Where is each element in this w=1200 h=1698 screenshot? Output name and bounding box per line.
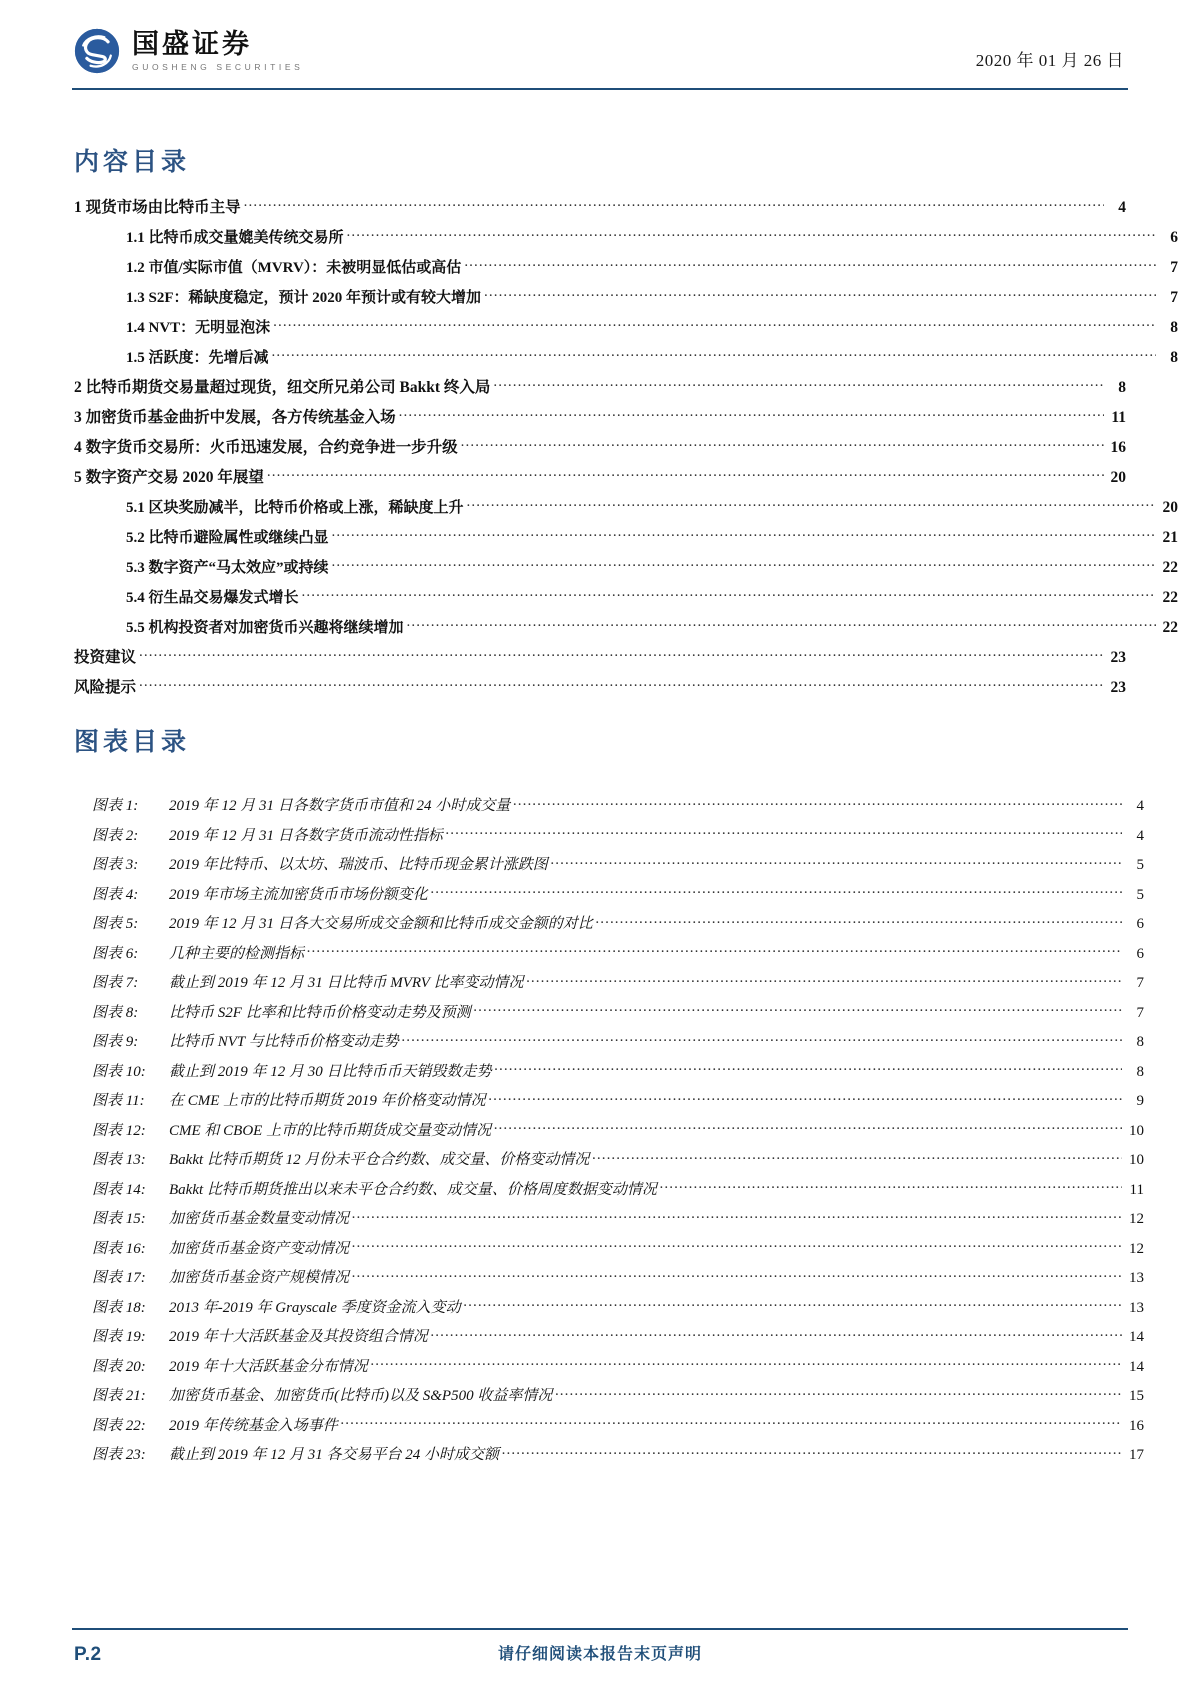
toc-leader-dots: [464, 256, 1156, 272]
figure-entry-label: 2019 年 12 月 31 日各数字货币市值和 24 小时成交量: [169, 798, 511, 814]
figure-leader-dots: [513, 795, 1122, 810]
figure-entry-page: 14: [1129, 1329, 1144, 1345]
figure-entry-number: 图表 21:: [92, 1388, 146, 1404]
toc-entry[interactable]: [74, 286, 1178, 316]
toc-entry-page: 8: [1118, 378, 1126, 396]
figure-entry[interactable]: [74, 943, 1144, 973]
figure-entry[interactable]: [74, 1061, 1144, 1091]
toc-entry-label: 风险提示: [74, 678, 137, 696]
figure-entry-number: 图表 16:: [92, 1240, 146, 1257]
toc-entry-page: 8: [1170, 348, 1178, 366]
figure-entry-page: 13: [1129, 1299, 1144, 1316]
figure-entry-label: 截止到 2019 年 12 月 31 各交易平台 24 小时成交额: [169, 1447, 500, 1463]
toc-entry-page: 7: [1170, 258, 1178, 276]
figure-entry-number: 图表 22:: [92, 1417, 146, 1434]
toc-entry-label: 4 数字货币交易所：火币迅速发展，合约竞争进一步升级: [74, 438, 458, 456]
figure-entry-label: 加密货币基金数量变动情况: [169, 1211, 350, 1227]
figure-entry[interactable]: [74, 1179, 1144, 1209]
figure-entry-label: 加密货币基金、加密货币(比特币)以及 S&P500 收益率情况: [169, 1388, 553, 1404]
toc-entry-label: 5.1 区块奖励减半，比特币价格或上涨，稀缺度上升: [126, 499, 464, 516]
figure-entry-page: 10: [1129, 1122, 1144, 1139]
toc-entry[interactable]: [74, 346, 1178, 376]
toc-entry-page: 20: [1110, 468, 1126, 486]
figure-entry-page: 4: [1136, 827, 1144, 844]
figure-entry-page: 5: [1136, 886, 1144, 903]
toc-entry[interactable]: [74, 586, 1178, 616]
figure-entry[interactable]: [74, 1149, 1144, 1179]
figure-entry-page: 6: [1136, 916, 1144, 932]
figure-entry[interactable]: [74, 1444, 1144, 1474]
figure-entry[interactable]: [74, 1385, 1144, 1415]
toc-entry[interactable]: [74, 226, 1178, 256]
figure-leader-dots: [526, 972, 1122, 987]
toc-leader-dots: [302, 586, 1156, 602]
toc-leader-dots: [484, 286, 1156, 302]
toc-entry[interactable]: [74, 196, 1126, 226]
figure-entry[interactable]: [74, 972, 1144, 1002]
guosheng-swirl-logo-icon: [74, 28, 120, 74]
figure-entry-number: 图表 12:: [92, 1122, 146, 1139]
toc-entry[interactable]: [74, 256, 1178, 286]
figure-leader-dots: [551, 854, 1122, 869]
figure-entry-page: 17: [1129, 1447, 1144, 1463]
figure-entry-number: 图表 13:: [92, 1152, 146, 1168]
figure-entry-label: Bakkt 比特币期货 12 月份未平仓合约数、成交量、价格变动情况: [169, 1152, 590, 1168]
toc-entry-label: 2 比特币期货交易量超过现货，纽交所兄弟公司 Bakkt 终入局: [74, 378, 491, 396]
toc-leader-dots: [461, 436, 1104, 452]
toc-entry[interactable]: [74, 676, 1126, 706]
figure-entry[interactable]: [74, 1031, 1144, 1061]
figure-leader-dots: [341, 1415, 1122, 1430]
figure-entry-number: 图表 3:: [92, 857, 139, 873]
figure-directory-list: [74, 795, 1144, 1474]
toc-leader-dots: [267, 466, 1104, 482]
figure-entry-number: 图表 14:: [92, 1181, 146, 1198]
toc-entry-page: 23: [1110, 648, 1126, 666]
figure-entry-page: 13: [1129, 1270, 1144, 1286]
toc-entry-label: 1.4 NVT：无明显泡沫: [126, 319, 271, 336]
figure-entry-page: 14: [1129, 1358, 1144, 1375]
figure-leader-dots: [352, 1208, 1122, 1223]
figure-directory-title: 图表目录: [74, 729, 191, 756]
figure-entry[interactable]: [74, 825, 1144, 855]
toc-entry-page: 4: [1118, 198, 1126, 216]
figure-entry[interactable]: [74, 1208, 1144, 1238]
figure-leader-dots: [494, 1120, 1122, 1135]
toc-entry-label: 1 现货市场由比特币主导: [74, 198, 241, 216]
toc-entry-page: 6: [1170, 228, 1178, 246]
figure-entry-label: 2019 年比特币、以太坊、瑞波币、比特币现金累计涨跌图: [169, 857, 548, 873]
figure-entry-page: 7: [1136, 975, 1144, 991]
toc-entry-label: 5.4 衍生品交易爆发式增长: [126, 589, 299, 606]
toc-entry-page: 22: [1162, 588, 1178, 606]
toc-entry[interactable]: [74, 316, 1178, 346]
figure-leader-dots: [371, 1356, 1122, 1371]
figure-entry-number: 图表 1:: [92, 798, 139, 814]
figure-entry-number: 图表 11:: [92, 1093, 145, 1109]
figure-entry[interactable]: [74, 1120, 1144, 1150]
figure-leader-dots: [431, 1326, 1122, 1341]
figure-entry-number: 图表 7:: [92, 975, 139, 991]
figure-entry-page: 8: [1136, 1034, 1144, 1050]
figure-entry-label: 2013 年-2019 年 Grayscale 季度资金流入变动: [169, 1299, 461, 1316]
figure-leader-dots: [464, 1297, 1122, 1312]
toc-entry-page: 11: [1111, 408, 1126, 426]
figure-leader-dots: [489, 1090, 1122, 1105]
figure-entry-page: 7: [1136, 1004, 1144, 1021]
toc-entry[interactable]: [74, 556, 1178, 586]
figure-entry[interactable]: [74, 884, 1144, 914]
figure-entry-label: 在 CME 上市的比特币期货 2019 年价格变动情况: [169, 1093, 486, 1109]
figure-entry-number: 图表 10:: [92, 1063, 146, 1080]
logo-name-en: GUOSHENG SECURITIES: [132, 61, 304, 72]
figure-entry-label: 2019 年 12 月 31 日各大交易所成交金额和比特币成交金额的对比: [169, 916, 593, 932]
toc-entry-page: 21: [1162, 528, 1178, 546]
figure-leader-dots: [352, 1267, 1122, 1282]
figure-leader-dots: [495, 1061, 1122, 1076]
figure-entry-number: 图表 20:: [92, 1358, 146, 1375]
toc-entry-label: 5.3 数字资产“马太效应”或持续: [126, 559, 329, 576]
figure-entry-page: 16: [1129, 1417, 1144, 1434]
figure-entry-page: 15: [1129, 1388, 1144, 1404]
figure-entry[interactable]: [74, 1238, 1144, 1268]
toc-leader-dots: [273, 316, 1156, 332]
toc-entry-page: 8: [1170, 318, 1178, 336]
figure-entry-page: 9: [1136, 1093, 1144, 1109]
toc-entry-label: 5.5 机构投资者对加密货币兴趣将继续增加: [126, 619, 404, 636]
figure-entry[interactable]: [74, 1090, 1144, 1120]
figure-leader-dots: [307, 943, 1122, 958]
toc-leader-dots: [272, 346, 1156, 362]
figure-entry-number: 图表 4:: [92, 886, 139, 903]
company-logo: [74, 28, 303, 74]
toc-entry-page: 22: [1162, 618, 1178, 636]
figure-entry-page: 12: [1129, 1240, 1144, 1257]
figure-entry-number: 图表 2:: [92, 827, 139, 844]
figure-entry-number: 图表 6:: [92, 945, 139, 962]
toc-entry-page: 22: [1162, 558, 1178, 576]
figure-entry-label: 2019 年十大活跃基金及其投资组合情况: [169, 1329, 428, 1345]
figure-entry-label: 2019 年 12 月 31 日各数字货币流动性指标: [169, 827, 443, 844]
page-number: P.2: [74, 1644, 102, 1665]
figure-entry-page: 10: [1129, 1152, 1144, 1168]
toc-entry[interactable]: [74, 616, 1178, 646]
figure-entry-page: 12: [1129, 1211, 1144, 1227]
figure-entry-number: 图表 17:: [92, 1270, 146, 1286]
figure-entry-label: 加密货币基金资产规模情况: [169, 1270, 350, 1286]
figure-entry[interactable]: [74, 1267, 1144, 1297]
toc-leader-dots: [332, 526, 1156, 542]
figure-entry-label: 比特币 NVT 与比特币价格变动走势: [169, 1034, 399, 1050]
toc-entry-label: 1.5 活跃度：先增后减: [126, 349, 269, 366]
figure-entry-number: 图表 15:: [92, 1211, 146, 1227]
figure-leader-dots: [592, 1149, 1122, 1164]
toc-entry-label: 1.1 比特币成交量媲美传统交易所: [126, 229, 344, 246]
toc-leader-dots: [139, 676, 1104, 692]
figure-entry-page: 4: [1136, 798, 1144, 814]
figure-entry[interactable]: [74, 913, 1144, 943]
toc-entry-label: 1.2 市值/实际市值（MVRV）：未被明显低估或高估: [126, 259, 462, 276]
toc-leader-dots: [399, 406, 1104, 422]
toc-entry[interactable]: [74, 406, 1126, 436]
logo-name-cn: 国盛证券: [132, 29, 252, 60]
toc-leader-dots: [332, 556, 1156, 572]
figure-entry-label: 2019 年市场主流加密货币市场份额变化: [169, 886, 428, 903]
figure-entry-label: 加密货币基金资产变动情况: [169, 1240, 350, 1257]
figure-entry[interactable]: [74, 1415, 1144, 1445]
figure-entry[interactable]: [74, 1326, 1144, 1356]
figure-leader-dots: [502, 1444, 1122, 1459]
toc-leader-dots: [139, 646, 1104, 662]
report-date: 2020 年 01 月 26 日: [975, 51, 1124, 70]
toc-entry-label: 1.3 S2F：稀缺度稳定，预计 2020 年预计或有较大增加: [126, 289, 482, 306]
figure-entry-label: Bakkt 比特币期货推出以来未平仓合约数、成交量、价格周度数据变动情况: [169, 1181, 657, 1198]
toc-leader-dots: [493, 376, 1104, 392]
figure-entry-number: 图表 9:: [92, 1034, 139, 1050]
figure-entry-number: 图表 23:: [92, 1447, 146, 1463]
toc-entry-page: 20: [1162, 498, 1178, 516]
toc-entry-page: 16: [1110, 438, 1126, 456]
figure-leader-dots: [474, 1002, 1122, 1017]
toc-entry-page: 7: [1170, 288, 1178, 306]
footer-divider: [72, 1628, 1128, 1630]
logo-text: [132, 30, 303, 71]
figure-entry-label: 截止到 2019 年 12 月 31 日比特币 MVRV 比率变动情况: [169, 975, 524, 991]
figure-entry[interactable]: [74, 1297, 1144, 1327]
figure-leader-dots: [660, 1179, 1122, 1194]
figure-entry-page: 6: [1136, 945, 1144, 962]
figure-entry-number: 图表 8:: [92, 1004, 139, 1021]
figure-entry-number: 图表 18:: [92, 1299, 146, 1316]
page-header: [0, 0, 1200, 95]
toc-entry[interactable]: [74, 436, 1126, 466]
toc-entry[interactable]: [74, 526, 1178, 556]
figure-entry-label: 比特币 S2F 比率和比特币价格变动走势及预测: [169, 1004, 471, 1021]
figure-leader-dots: [596, 913, 1122, 928]
toc-leader-dots: [407, 616, 1156, 632]
toc-leader-dots: [347, 226, 1156, 242]
toc-leader-dots: [244, 196, 1104, 212]
figure-entry-label: 2019 年十大活跃基金分布情况: [169, 1358, 368, 1375]
figure-entry-page: 11: [1129, 1181, 1144, 1198]
header-divider: [72, 88, 1128, 90]
toc-entry[interactable]: [74, 466, 1126, 496]
figure-entry-page: 8: [1136, 1063, 1144, 1080]
figure-entry-label: 几种主要的检测指标: [169, 945, 305, 962]
content-directory-list: [74, 196, 1178, 706]
toc-entry[interactable]: [74, 496, 1178, 526]
figure-entry-label: 2019 年传统基金入场事件: [169, 1417, 338, 1434]
figure-leader-dots: [555, 1385, 1122, 1400]
content-directory-title: 内容目录: [74, 149, 191, 176]
figure-entry-label: CME 和 CBOE 上市的比特币期货成交量变动情况: [169, 1122, 492, 1139]
toc-entry-page: 23: [1110, 678, 1126, 696]
figure-entry-label: 截止到 2019 年 12 月 30 日比特币币天销毁数走势: [169, 1063, 492, 1080]
figure-leader-dots: [446, 825, 1122, 840]
toc-entry-label: 5 数字资产交易 2020 年展望: [74, 468, 264, 486]
toc-entry[interactable]: [74, 376, 1126, 406]
figure-leader-dots: [402, 1031, 1122, 1046]
figure-entry-number: 图表 5:: [92, 916, 139, 932]
figure-leader-dots: [431, 884, 1122, 899]
figure-entry[interactable]: [74, 795, 1144, 825]
figure-entry[interactable]: [74, 1356, 1144, 1386]
toc-entry-label: 5.2 比特币避险属性或继续凸显: [126, 529, 329, 546]
figure-entry-number: 图表 19:: [92, 1329, 146, 1345]
toc-entry-label: 投资建议: [74, 648, 137, 666]
figure-entry[interactable]: [74, 854, 1144, 884]
footer-disclaimer: 请仔细阅读本报告末页声明: [497, 1646, 702, 1663]
figure-leader-dots: [352, 1238, 1122, 1253]
toc-entry-label: 3 加密货币基金曲折中发展，各方传统基金入场: [74, 408, 396, 426]
toc-leader-dots: [467, 496, 1156, 512]
figure-entry-page: 5: [1136, 857, 1144, 873]
toc-entry[interactable]: [74, 646, 1126, 676]
figure-entry[interactable]: [74, 1002, 1144, 1032]
